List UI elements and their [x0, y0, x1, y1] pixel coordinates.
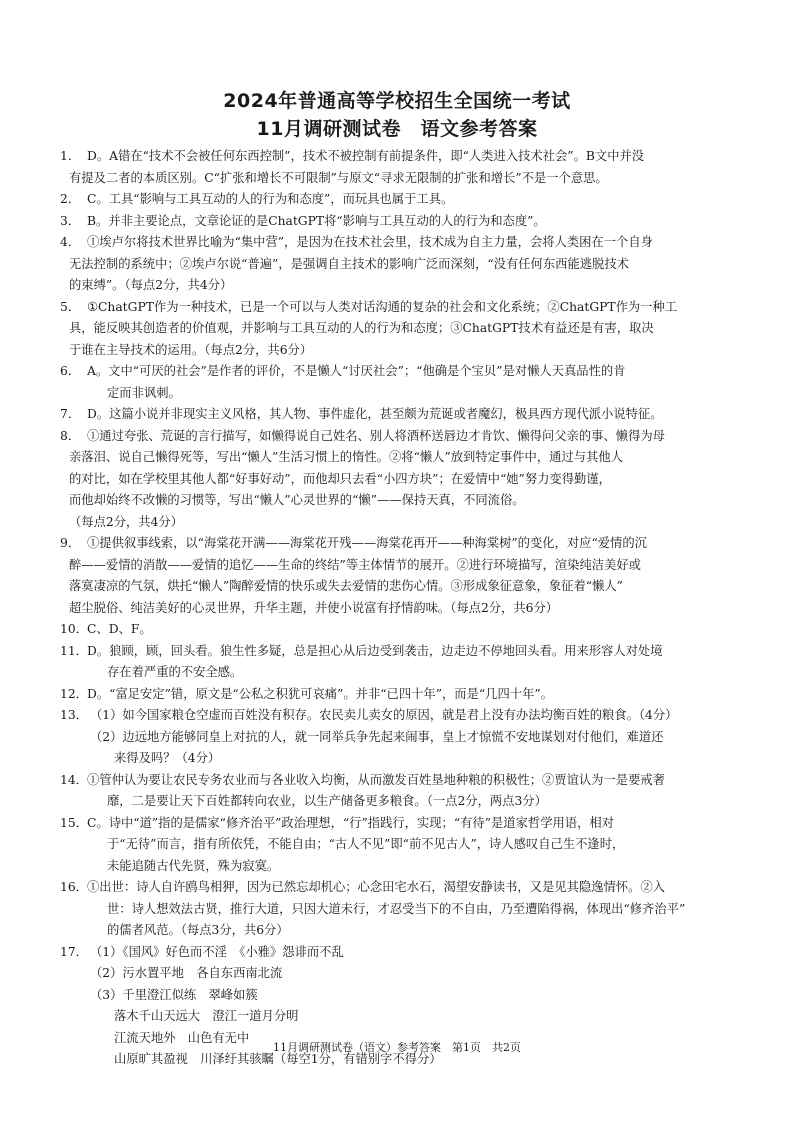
answer-line: 于谁在主导技术的运用。（每点2分，共6分） [69, 342, 313, 357]
answer-line: B。并非主要论点，文章论证的是ChatGPT将“影响与工具互动的人的行为和态度”。 [87, 213, 546, 228]
poem-line: 山原旷其盈视 川泽纡其骇瞩（每空1分，有错别字不得分） [114, 1052, 442, 1066]
answer-key-title: 11月调研测试卷 语文参考答案 [256, 118, 538, 140]
poem-line: 落木千山天远大 澄江一道月分明 [114, 1009, 299, 1023]
answer-line: C。工具“影响与工具互动的人的行为和态度”，而玩具也属于工具。 [87, 192, 454, 206]
answer-line: 有提及二者的本质区别。C“扩张和增长不可限制”与原文“寻求无限制的扩张和增长”不是一个意思。 [69, 170, 608, 185]
answer-line: 落寞凄凉的气氛，烘托“懒人”陶醉爱情的快乐或失去爱情的悲伤心情。③形成象征意象，象征着“懒人” [69, 579, 623, 593]
answer-item-11 [0, 641, 794, 684]
page-footer: 11月调研测试卷（语文）参考答案 第1页 共2页 [273, 1041, 521, 1054]
answer-number: 5． [60, 299, 81, 314]
answer-line: 存在着严重的不安全感。 [107, 665, 243, 679]
poem-line: （1）《国风》好色而不淫 《小雅》怨诽而不乱 [90, 944, 344, 959]
answer-number: 12． [60, 686, 88, 701]
answer-number: 11． [60, 643, 88, 658]
answer-line: C。诗中“道”指的是儒家“修齐治平”政治理想，“行”指践行，实现；“有待”是道家哲学用语，相对 [87, 815, 614, 830]
answer-item-12 [0, 684, 794, 706]
answer-item-1 [0, 146, 794, 189]
answer-number: 4． [60, 235, 81, 249]
answer-number: 1． [60, 149, 81, 163]
answer-line: C、D、F。 [87, 622, 152, 636]
answer-number: 17． [60, 944, 88, 959]
answer-number: 8． [60, 428, 81, 443]
answer-line: ①ChatGPT作为一种技术，已是一个可以与人类对话沟通的复杂的社会和文化系统；②ChatGPT作为一种工 [87, 299, 678, 314]
answer-line: 具，能反映其创造者的价值观，并影响与工具互动的人的行为和态度；③ChatGPT技术有益还是有害，取决 [69, 321, 654, 335]
answer-number: 2． [60, 192, 81, 206]
answer-line: （2）边远地方能够同皇上对抗的人，就一同举兵争先起来闹事，皇上才惊慌不安地谋划对付他们，难道还 [90, 729, 664, 744]
answer-line: 的束缚”。（每点2分，共4分） [69, 278, 233, 292]
answer-item-13 [0, 705, 794, 770]
answer-number: 15． [60, 815, 88, 830]
answer-number: 7． [60, 407, 81, 421]
answer-list [0, 146, 794, 1071]
answer-line: ①通过夸张、荒诞的言行描写，如懒得说自己姓名、别人将酒杯送唇边才肯饮、懒得问父亲的事、懒得为母 [87, 428, 665, 443]
answer-line: D。这篇小说并非现实主义风格，其人物、事件虚化，甚至颇为荒诞或者魔幻，极具西方现代派小说特征。 [87, 407, 663, 421]
answer-line: ①埃卢尔将技术世界比喻为“集中营”，是因为在技术社会里，技术成为自主力量，会将人类困在一个自身 [87, 235, 653, 249]
answer-line: 亲落泪、说自己懒得死等，写出“懒人”生活习惯上的惰性。②将“懒人”放到特定事件中，通过与其他人 [69, 450, 623, 464]
answer-line: D。“富足安定”错，原文是“公私之积犹可哀痛”。并非“已四十年”，而是“几四十年”。 [87, 686, 553, 701]
answer-line: （1）如今国家粮仓空虚而百姓没有积存。农民卖儿卖女的原因，就是君上没有办法均衡百姓的粮食。（4分） [90, 708, 678, 722]
answer-line: 而他却始终不改懒的习惯等，写出“懒人”心灵世界的“懒”——保持天真，不同流俗。 [69, 493, 525, 507]
answer-line: 醉——爱情的消散——爱情的追忆——生命的终结”等主体情节的展开。②进行环境描写，渲染纯洁美好或 [69, 557, 641, 572]
answer-item-9 [0, 533, 794, 619]
answer-item-6 [0, 361, 794, 404]
answer-line: 来得及吗？（4分） [114, 751, 221, 765]
answer-line: 未能追随古代先贤，殊为寂寞。 [107, 858, 280, 873]
answer-line: 的对比，如在学校里其他人都“好事好动”，而他却只去看“小四方块”；在爱情中“她”努力变得勤谨， [69, 471, 611, 486]
answer-line: 靡，二是要让天下百姓都转向农业，以生产储备更多粮食。（一点2分，两点3分） [107, 794, 547, 808]
answer-line: 超尘脱俗、纯洁美好的心灵世界，升华主题，并使小说富有抒情韵味。（每点2分，共6分） [69, 600, 559, 615]
answer-item-2 [0, 189, 794, 211]
answer-number: 10． [60, 622, 88, 636]
poem-line: 江流天地外 山色有无中 [114, 1030, 250, 1045]
answer-line: 定而非讽刺。 [107, 385, 181, 400]
answer-item-7 [0, 404, 794, 426]
answer-item-3 [0, 211, 794, 233]
answer-line: A。文中“可厌的社会”是作者的评价，不是懒人“讨厌社会”；“他确是个宝贝”是对懒人天真品性的肯 [87, 364, 626, 378]
poem-line: （3）千里澄江似练 翠峰如簇 [90, 987, 258, 1002]
answer-line: 于“无待”而言，指有所依凭，不能自由；“古人不见”即“前不见古人”，诗人感叹自己生不逢时， [107, 837, 625, 851]
answer-item-10 [0, 619, 794, 641]
answer-item-8 [0, 426, 794, 534]
answer-line: 世：诗人想效法古贤，推行大道，只因大道未行，才忍受当下的不自由，乃至遭陷得祸，体现出“修齐治平” [107, 901, 686, 916]
answer-item-15 [0, 813, 794, 878]
answer-item-16 [0, 877, 794, 942]
answer-line: ①出世：诗人自许鸥鸟相狎，因为已然忘却机心；心念田宅水石，渴望安静读书，又是见其隐逸情怀。②入 [87, 880, 665, 894]
answer-number: 9． [60, 536, 81, 550]
answer-line: D。狼顾，顾，回头看。狼生性多疑，总是担心从后边受到袭击，边走边不停地回头看。用来形容人对处境 [87, 643, 663, 658]
answer-number: 13． [60, 708, 88, 722]
answer-number: 6． [60, 364, 81, 378]
answer-number: 16． [60, 880, 88, 894]
answer-number: 14． [60, 772, 88, 787]
poem-line: （2）污水置平地 各自东西南北流 [90, 966, 283, 980]
answer-item-14 [0, 770, 794, 813]
answer-line: ①管仲认为要让农民专务农业而与各业收入均衡，从而激发百姓垦地种粮的积极性；②贾谊认为一是要戒奢 [87, 772, 665, 787]
answer-item-5 [0, 297, 794, 362]
answer-line: （每点2分，共4分） [69, 514, 184, 529]
answer-line: 的儒者风范。（每点3分，共6分） [107, 923, 289, 937]
answer-line: ①提供叙事线索，以“海棠花开满——海棠花开残——海棠花再开——种海棠树”的变化，对应“爱情的沉 [87, 536, 647, 550]
exam-title: 2024年普通高等学校招生全国统一考试 [223, 90, 571, 112]
answer-item-4 [0, 232, 794, 297]
answer-line: 无法控制的系统中；②埃卢尔说“普遍”，是强调自主技术的影响广泛而深刻，“没有任何东西能逃脱技术 [69, 256, 629, 271]
answer-line: D。A错在“技术不会被任何东西控制”，技术不被控制有前提条件，即“人类进入技术社会”。B文中并没 [87, 149, 645, 163]
answer-number: 3． [60, 213, 81, 228]
